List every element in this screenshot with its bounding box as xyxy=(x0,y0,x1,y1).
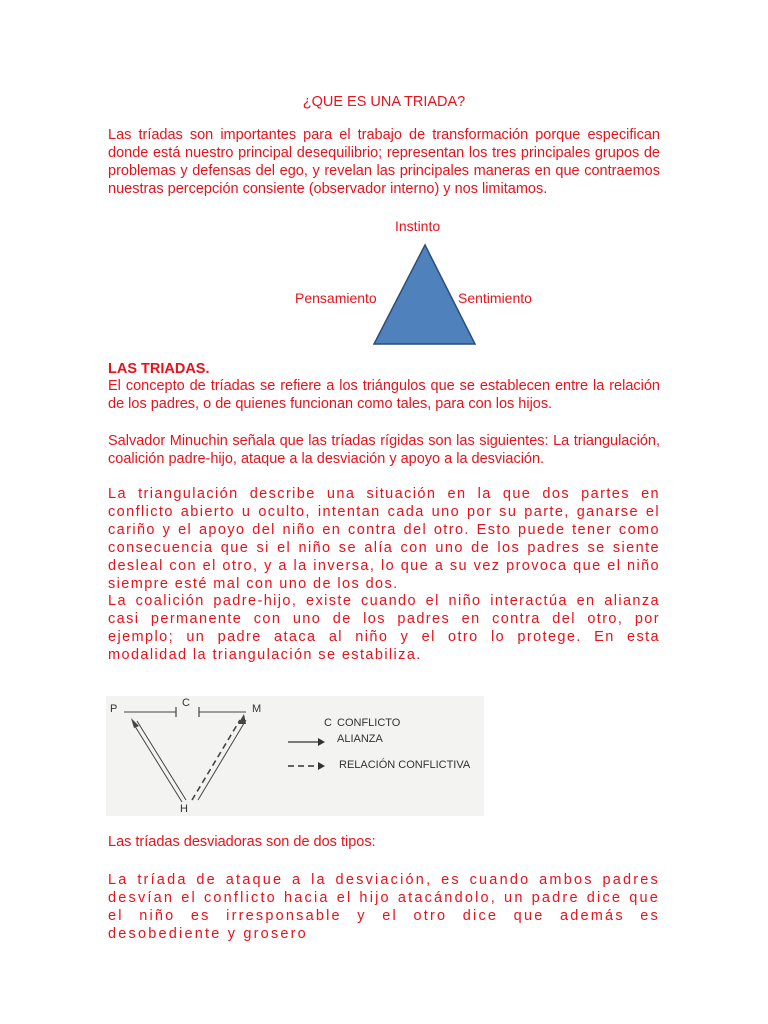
paragraph-triangulacion: La triangulación describe una situación en la que dos partes en conflicto abierto u oculto, intentan cada uno por su parte, ganarse el cariño y el apoyo del niño en contra del otro. Esto puede tener como consecuencia que si el niño se alía con uno de los padres se siente desleal con el otro, y a la inversa, lo que a su vez provoca que el niño siempre esté mal con uno de los dos. xyxy=(108,486,660,592)
triangle-label-pensamiento: Pensamiento xyxy=(295,290,377,306)
relationship-diagram-lines xyxy=(106,696,484,816)
paragraph-coalicion: La coalición padre-hijo, existe cuando el niño interactúa en alianza casi permanente con uno de los padres en contra del otro, por ejemplo; un padre ataca al niño y el otro lo protege. En esta modalidad la triangulación se estabiliza. xyxy=(108,593,660,663)
diagram-node-p: P xyxy=(110,703,118,715)
intro-paragraph: Las tríadas son importantes para el trabajo de transformación porque especifican donde está nuestro principal desequilibrio; representan los tres principales grupos de problemas y defensas del ego, y revelan las principales maneras en que contraemos nuestras percepción consiente (observador interno) y nos limitamos. xyxy=(108,127,660,197)
diagram-node-h: H xyxy=(180,803,188,815)
legend-alianza: ALIANZA xyxy=(337,733,383,745)
diagram-node-m: M xyxy=(252,703,262,715)
paragraph-ataque-desviacion: La tríada de ataque a la desviación, es cuando ambos padres desvían el conflicto hacia el hijo atacándolo, un padre dice que el niño es irresponsable y el otro dice que además es desobediente y grosero xyxy=(108,872,660,942)
legend-relacion-conflictiva: RELACIÓN CONFLICTIVA xyxy=(339,759,471,771)
legend-c: C xyxy=(324,717,332,729)
paragraph-minuchin: Salvador Minuchin señala que las tríadas rígidas son las siguientes: La triangulación, coalición padre-hijo, ataque a la desviación y apoyo a la desviación. xyxy=(108,433,660,467)
section-heading: LAS TRIADAS. xyxy=(108,361,210,377)
triangle-shape xyxy=(370,243,480,347)
triangle-label-sentimiento: Sentimiento xyxy=(458,290,532,306)
diagram-node-c: C xyxy=(182,697,190,709)
paragraph-triadas-concepto: El concepto de tríadas se refiere a los triángulos que se establecen entre la relación de los padres, o de quienes funcionan como tales, para con los hijos. xyxy=(108,378,660,412)
triangle-label-instinto: Instinto xyxy=(395,218,441,234)
page-title: ¿QUE ES UNA TRIADA? xyxy=(302,94,466,110)
legend-conflicto: CONFLICTO xyxy=(337,717,401,729)
relationship-diagram xyxy=(106,696,484,816)
paragraph-desviadoras-intro: Las tríadas desviadoras son de dos tipos: xyxy=(108,834,376,850)
